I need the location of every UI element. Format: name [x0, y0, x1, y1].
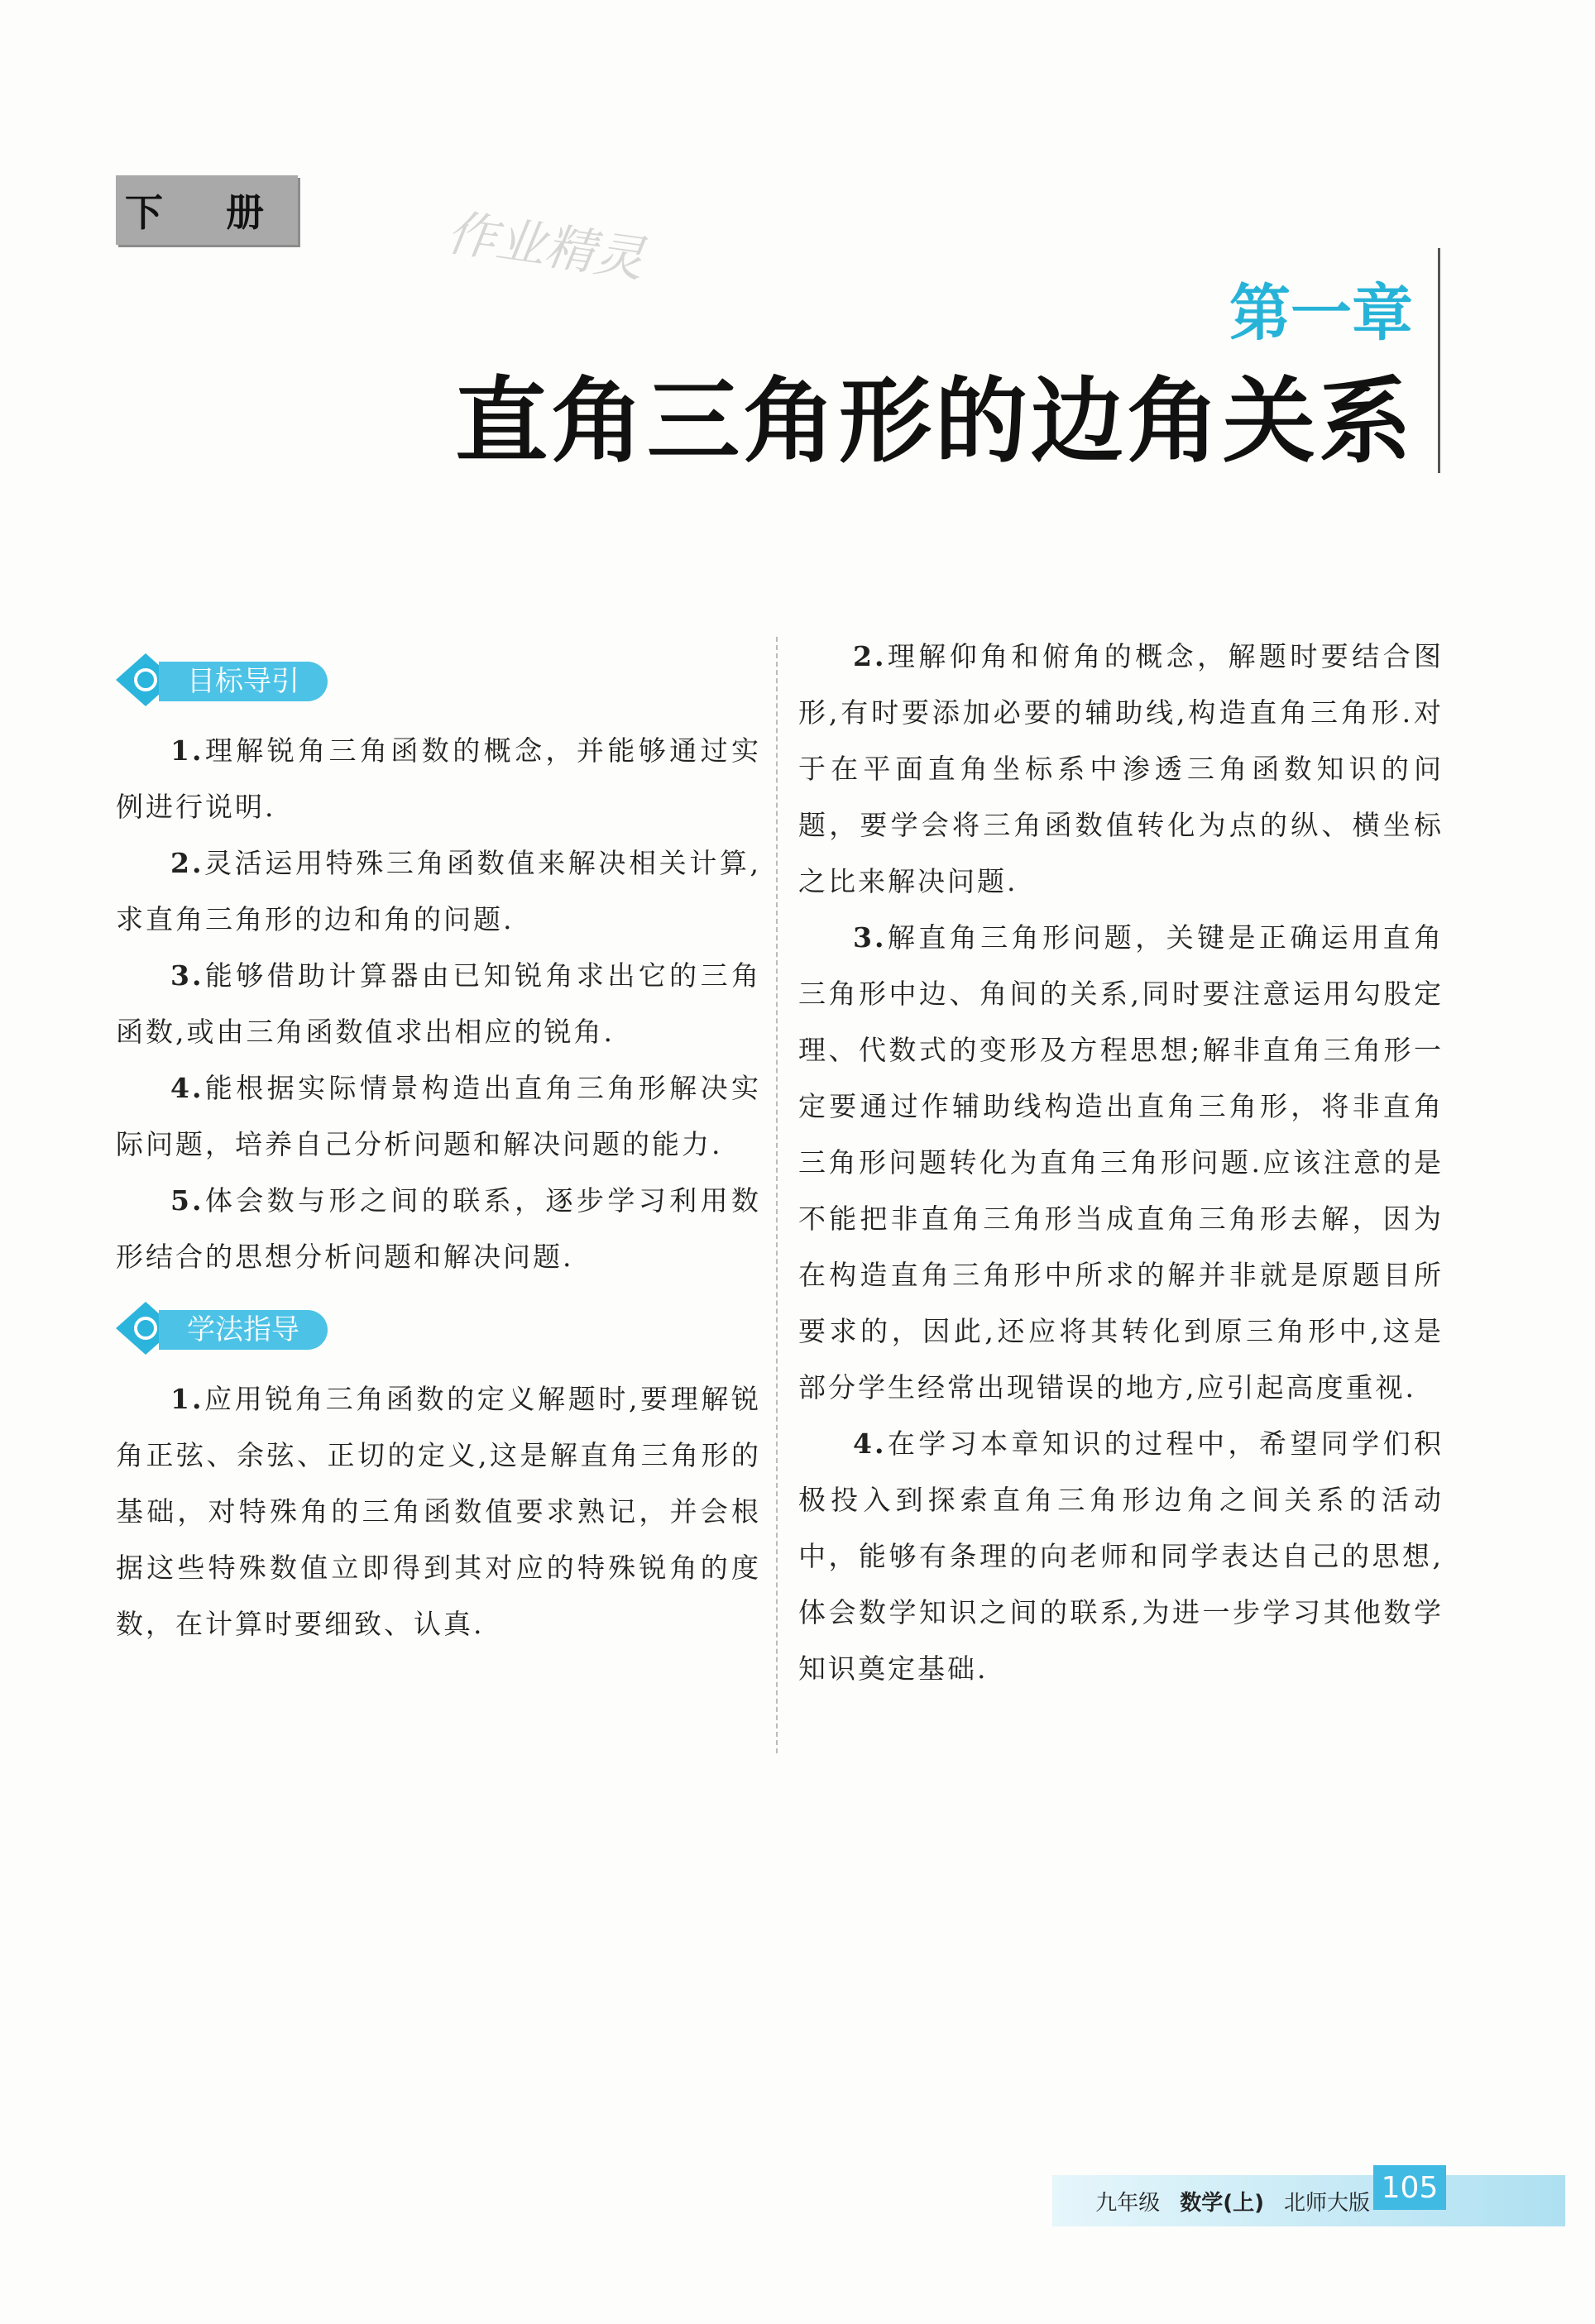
left-column [116, 637, 761, 1652]
method-item: 3.解直角三角形问题，关键是正确运用直角三角形中边、角间的关系,同时要注意运用勾股定理、代数式的变形及方程思想;解非直角三角形一定要通过作辅助线构造出直角三角形，将非直角三角形问题转化为直角三角形问题.应该注意的是不能把非直角三角形当成直角三角形去解，因为在构造直角三角形中所求的解并非就是原题目所要求的，因此,还应将其转化到原三角形中,这是部分学生经常出现错误的地方,应引起高度重视. [798, 921, 1444, 1403]
column-divider [776, 637, 778, 1753]
chapter-number: 第一章 [1229, 278, 1413, 349]
goals-badge [116, 653, 761, 706]
volume-tag: 下 册 [116, 175, 298, 245]
goal-item: 5.体会数与形之间的联系，逐步学习利用数形结合的思想分析问题和解决问题. [116, 1184, 761, 1273]
footer-edition: 北师大版 [1283, 2190, 1370, 2216]
method-item: 1.应用锐角三角函数的定义解题时,要理解锐角正弦、余弦、正切的定义,这是解直角三角形的基础，对特殊角的三角函数值要求熟记，并会根据这些特殊数值立即得到其对应的特殊锐角的度数，在计算时要细致、认真. [116, 1383, 761, 1640]
goal-item: 4.能根据实际情景构造出直角三角形解决实际问题，培养自己分析问题和解决问题的能力. [116, 1072, 761, 1160]
right-column [798, 629, 1444, 1697]
methods-badge-label: 学法指导 [159, 1310, 328, 1350]
chapter-title: 直角三角形的边角关系 [455, 367, 1415, 476]
goal-item: 1.理解锐角三角函数的概念，并能够通过实例进行说明. [116, 734, 761, 823]
footer-grade: 九年级 [1095, 2190, 1161, 2216]
method-item: 2.理解仰角和俯角的概念，解题时要结合图形,有时要添加必要的辅助线,构造直角三角形.对于在平面直角坐标系中渗透三角函数知识的问题，要学会将三角函数值转化为点的纵、横坐标之比来解决问题. [798, 640, 1444, 897]
footer-subject: 数学(上) [1180, 2190, 1264, 2216]
method-item: 4.在学习本章知识的过程中，希望同学们积极投入到探索直角三角形边角之间关系的活动中，能够有条理的向老师和同学表达自己的思想,体会数学知识之间的联系,为进一步学习其他数学知识奠定基础. [798, 1427, 1444, 1685]
page-number: 105 [1373, 2165, 1446, 2210]
goal-item: 3.能够借助计算器由已知锐角求出它的三角函数,或由三角函数值求出相应的锐角. [116, 959, 761, 1048]
chapter-rule [1438, 248, 1440, 473]
goals-badge-label: 目标导引 [159, 662, 328, 701]
watermark: 作业精灵 [443, 203, 649, 289]
footer-info [1095, 2180, 1370, 2221]
methods-badge [116, 1302, 761, 1355]
goal-item: 2.灵活运用特殊三角函数值来解决相关计算,求直角三角形的边和角的问题. [116, 847, 761, 935]
